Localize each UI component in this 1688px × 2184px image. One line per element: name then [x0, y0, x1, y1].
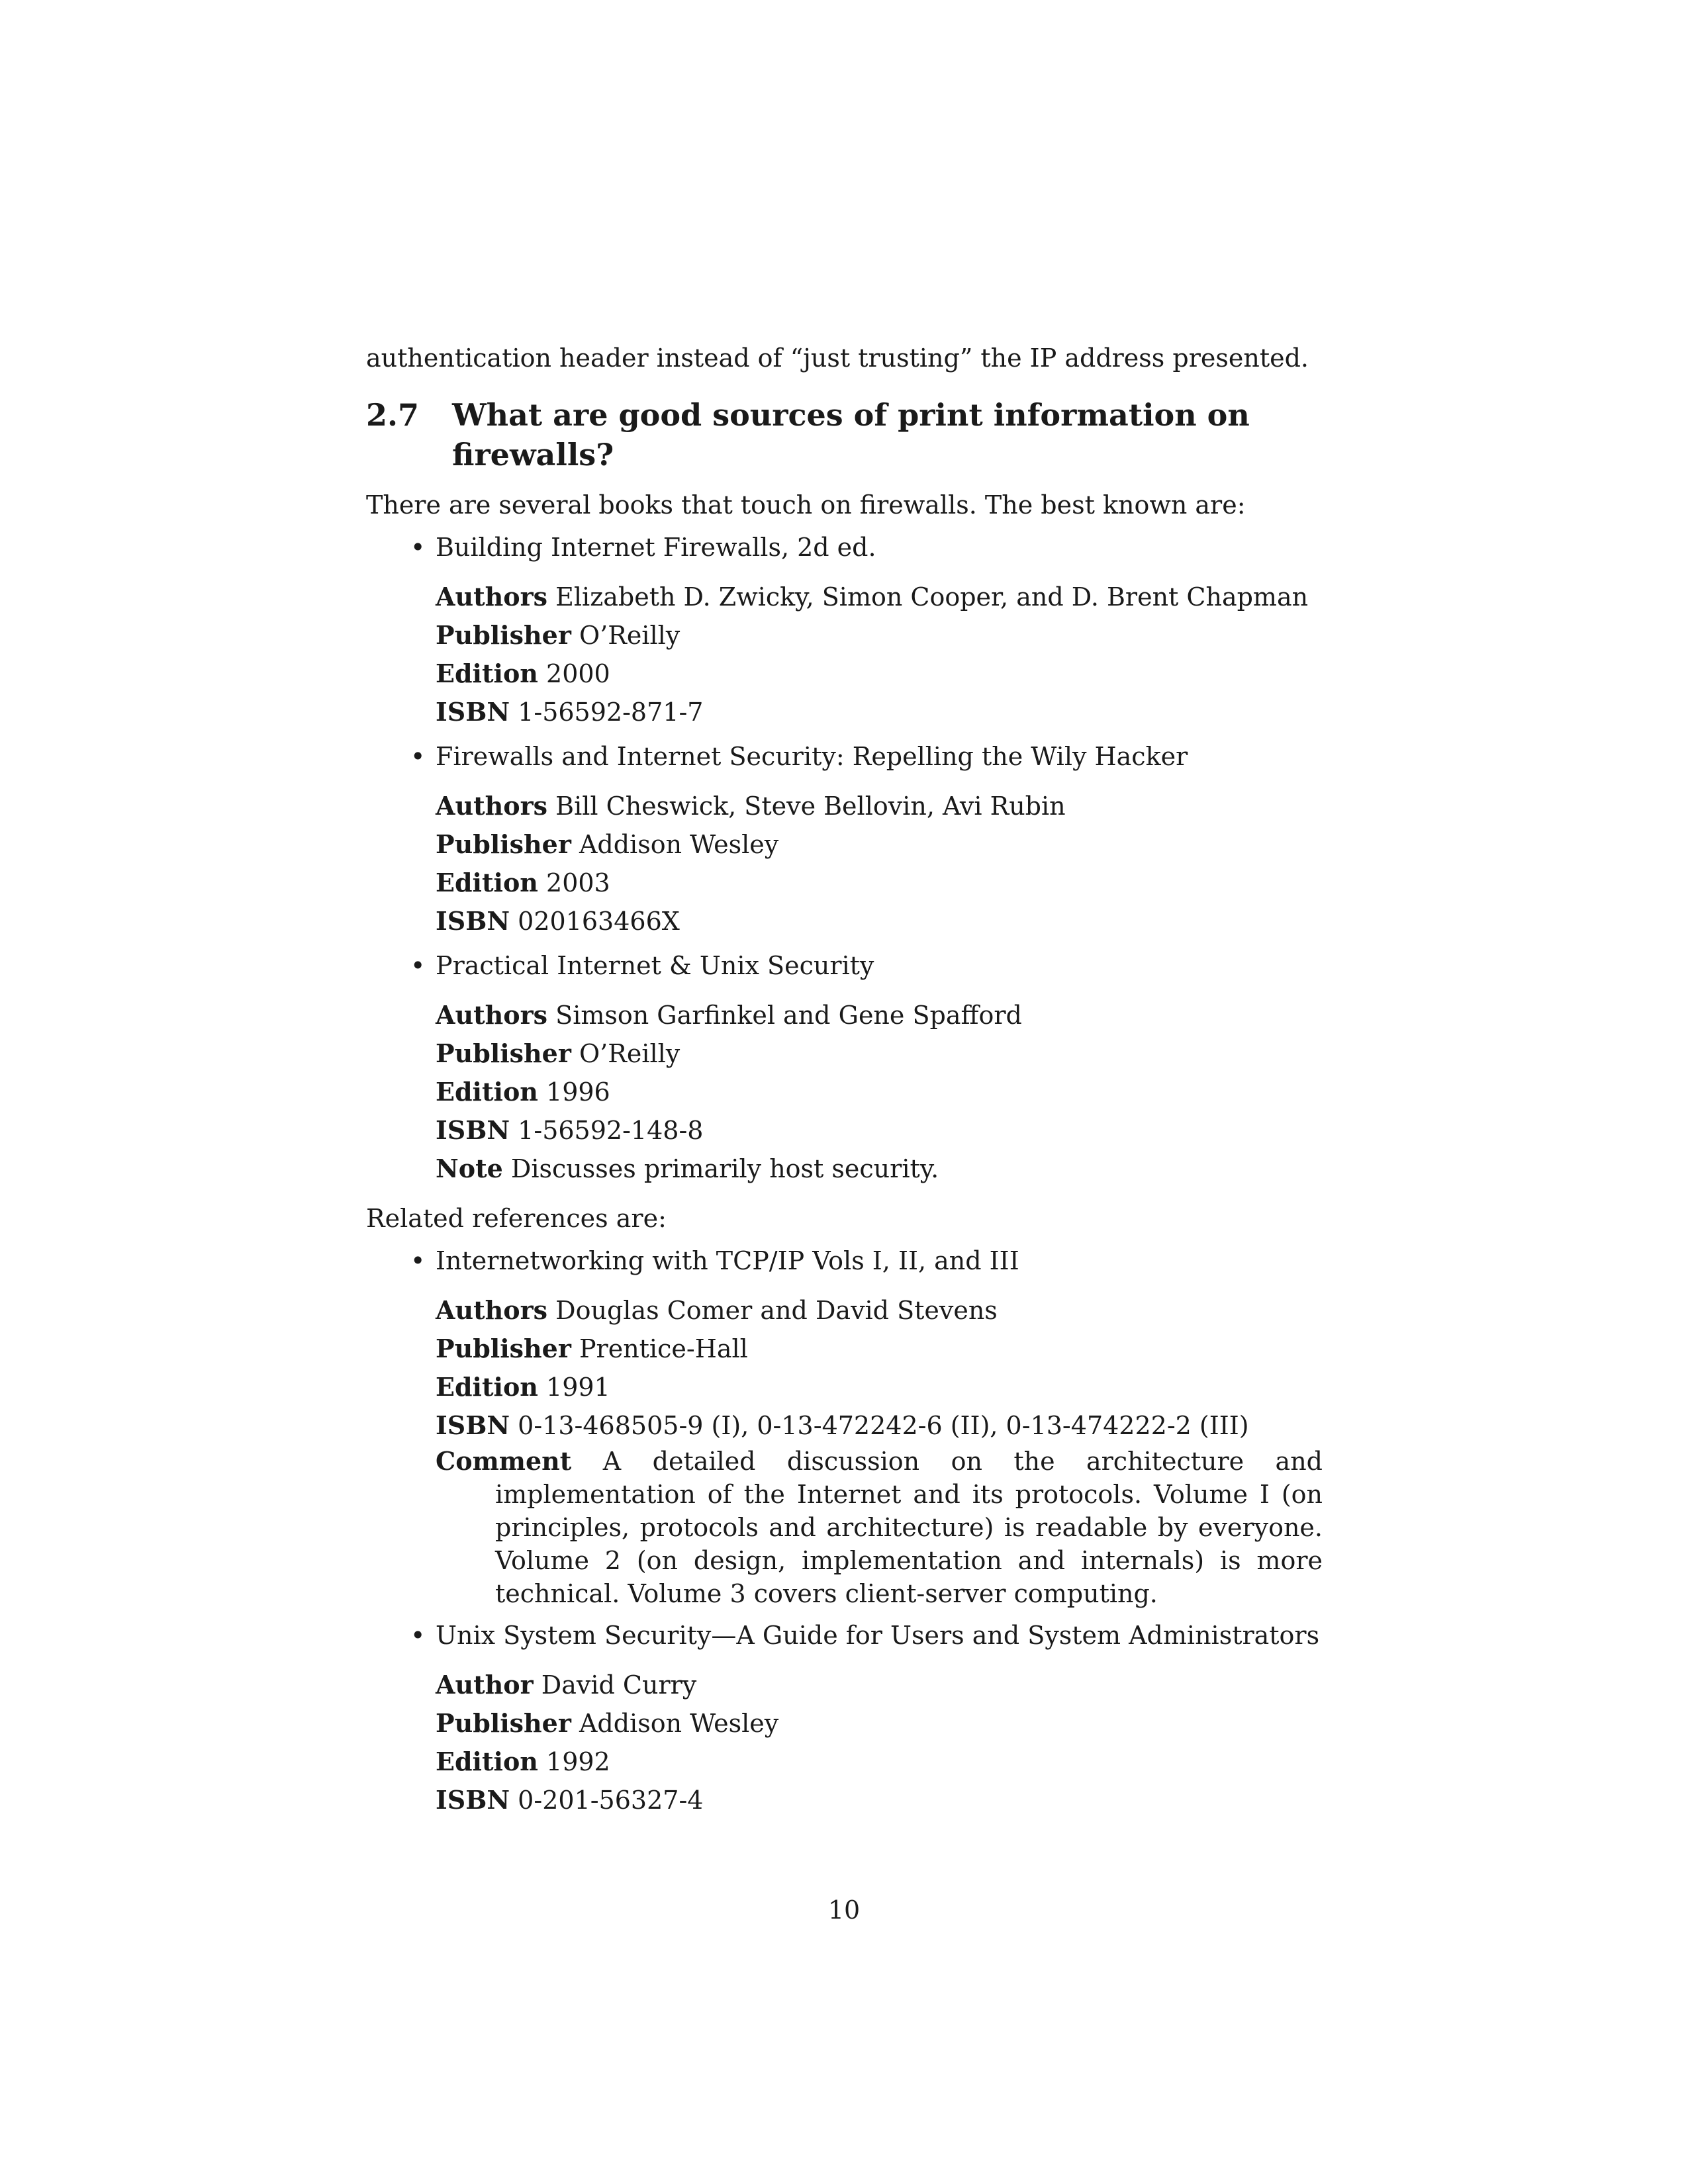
field-label: Publisher [436, 1038, 571, 1068]
field-label: Authors [436, 1000, 548, 1030]
field-value: 2000 [546, 659, 610, 688]
bullet-icon: • [410, 1246, 426, 1275]
section-title: What are good sources of print information on firewalls? [452, 397, 1250, 473]
book-entry [410, 530, 1323, 731]
lead-paragraph: authentication header instead of “just trusting” the IP address presented. [366, 343, 1309, 373]
book-field-authors [436, 578, 1323, 616]
field-label: Edition [436, 868, 538, 897]
field-label: ISBN [436, 906, 510, 936]
book-field-publisher [436, 1034, 1323, 1073]
book-details [436, 996, 1323, 1188]
field-value: David Curry [541, 1670, 697, 1700]
field-label: ISBN [436, 1410, 510, 1440]
field-label: Note [436, 1154, 503, 1183]
book-field-isbn [436, 1406, 1323, 1445]
field-label: Publisher [436, 1334, 571, 1363]
book-field-comment [436, 1445, 1323, 1610]
book-field-publisher [436, 825, 1323, 864]
book-field-isbn [436, 1111, 1323, 1150]
book-field-edition [436, 1743, 1323, 1781]
book-field-edition [436, 1368, 1323, 1406]
related-intro: Related references are: [366, 1204, 667, 1233]
field-label: Publisher [436, 620, 571, 650]
field-value: Addison Wesley [579, 1709, 779, 1738]
book-field-edition [436, 864, 1323, 902]
book-field-authors [436, 996, 1323, 1034]
section-number: 2.7 [366, 397, 420, 433]
field-value: Prentice-Hall [579, 1334, 748, 1363]
book-details [436, 1291, 1323, 1610]
book-details [436, 578, 1323, 731]
related-entry [410, 1618, 1323, 1819]
field-value: 0-201-56327-4 [518, 1786, 704, 1815]
book-field-publisher [436, 1330, 1323, 1368]
related-entry [410, 1244, 1323, 1610]
book-title: Building Internet Firewalls, 2d ed. [436, 533, 876, 562]
bullet-icon: • [410, 1621, 426, 1650]
field-value: Simson Garfinkel and Gene Spafford [555, 1001, 1022, 1030]
field-label: Edition [436, 1077, 538, 1107]
books-intro: There are several books that touch on firewalls. The best known are: [366, 490, 1246, 520]
field-value: O’Reilly [579, 621, 680, 650]
field-label: Authors [436, 791, 548, 821]
book-title: Unix System Security—A Guide for Users and System Administrators [436, 1621, 1320, 1650]
book-field-publisher [436, 1704, 1323, 1743]
field-value: 1996 [546, 1077, 610, 1107]
field-label: ISBN [436, 1785, 510, 1815]
field-value: 1-56592-148-8 [518, 1116, 704, 1145]
field-value: 1991 [546, 1373, 610, 1402]
book-title: Practical Internet & Unix Security [436, 951, 874, 980]
page-number: 10 [827, 1895, 861, 1925]
field-label: Comment [436, 1446, 572, 1476]
bullet-icon: • [410, 742, 426, 771]
document-page [366, 341, 1323, 1819]
book-field-authors [436, 1291, 1323, 1330]
book-title: Firewalls and Internet Security: Repelling the Wily Hacker [436, 742, 1188, 771]
book-field-note [436, 1150, 1323, 1188]
field-label: ISBN [436, 1115, 510, 1145]
field-value: Bill Cheswick, Steve Bellovin, Avi Rubin [555, 792, 1066, 821]
field-value: 0-13-468505-9 (I), 0-13-472242-6 (II), 0-13-474222-2 (III) [518, 1411, 1249, 1440]
field-label: Author [436, 1670, 534, 1700]
section-heading [366, 395, 1323, 475]
field-value: 1992 [546, 1747, 610, 1776]
field-label: Edition [436, 659, 538, 688]
field-label: Publisher [436, 1708, 571, 1738]
field-value: 1-56592-871-7 [518, 698, 704, 727]
bullet-icon: • [410, 951, 426, 980]
book-field-isbn [436, 902, 1323, 940]
field-value: Elizabeth D. Zwicky, Simon Cooper, and D. Brent Chapman [555, 582, 1309, 612]
field-label: Authors [436, 1295, 548, 1325]
book-field-isbn [436, 1781, 1323, 1819]
book-field-authors [436, 787, 1323, 825]
bullet-icon: • [410, 533, 426, 562]
book-title: Internetworking with TCP/IP Vols I, II, and III [436, 1246, 1019, 1275]
field-value: Douglas Comer and David Stevens [555, 1296, 998, 1325]
book-entry [410, 948, 1323, 1188]
field-value: Addison Wesley [579, 830, 779, 859]
book-field-author [436, 1666, 1323, 1704]
field-value: A detailed discussion on the architecture and implementation of the Internet and its protocols. Volume I (on principles, protocols and architecture) is readable by everyone. Volume 2 (on design, implementation and internals) is more technical. Volume 3 covers client-server computing. [495, 1447, 1323, 1608]
book-field-publisher [436, 616, 1323, 655]
book-field-edition [436, 1073, 1323, 1111]
field-label: Edition [436, 1747, 538, 1776]
field-label: Edition [436, 1372, 538, 1402]
field-value: O’Reilly [579, 1039, 680, 1068]
field-value: 2003 [546, 868, 610, 897]
field-label: ISBN [436, 697, 510, 727]
book-details [436, 787, 1323, 940]
book-details [436, 1666, 1323, 1819]
field-value: 020163466X [518, 907, 680, 936]
book-entry [410, 739, 1323, 940]
field-label: Authors [436, 582, 548, 612]
field-value: Discusses primarily host security. [510, 1154, 939, 1183]
book-field-isbn [436, 693, 1323, 731]
field-label: Publisher [436, 829, 571, 859]
book-field-edition [436, 655, 1323, 693]
